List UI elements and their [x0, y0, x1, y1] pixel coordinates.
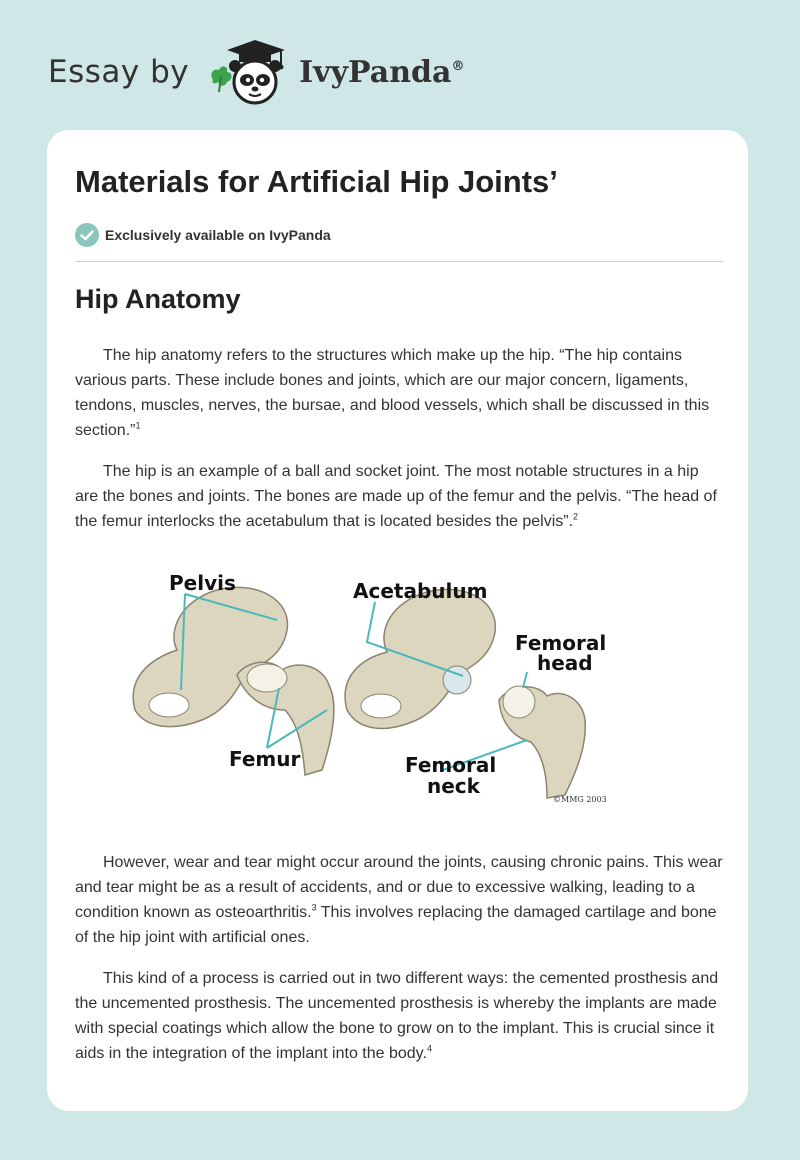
paragraph-3: However, wear and tear might occur around the joints, causing chronic pains. This wear and tear might be as a result of accidents, and or due to excessive walking, leading to a condition known as osteoarthritis.$^3$ This involves replacing the damaged cartilage and bone of the hip joint with artificial ones.	[75, 854, 723, 946]
label-acetabulum: Acetabulum	[353, 579, 488, 603]
label-pelvis: Pelvis	[169, 571, 236, 595]
footnote-ref-2[interactable]: 2	[573, 511, 579, 522]
hip-anatomy-figure	[107, 560, 607, 810]
check-circle-icon	[75, 223, 99, 247]
exclusive-badge-text: Exclusively available on IvyPanda	[105, 227, 331, 243]
label-femoral-neck-2: neck	[427, 774, 480, 798]
brand-name: IvyPanda®	[299, 54, 465, 90]
label-femoral-head-2: head	[537, 651, 593, 675]
essay-title: Materials for Artificial Hip Joints’	[75, 164, 558, 199]
paragraph-2: The hip is an example of a ball and socket joint. The most notable structures in a hip are the bones and joints. The bones are made up of the femur and the pelvis. “The head of the femur interlocks the acetabulum that is located besides the pelvis”.$^2$	[75, 463, 717, 530]
footnote-ref-1[interactable]: 1	[135, 420, 141, 431]
exclusive-badge	[75, 223, 331, 247]
figure-copyright: ©MMG 2003	[553, 795, 607, 804]
hip-anatomy-illustration	[107, 560, 607, 810]
footnote-ref-4[interactable]: 4	[426, 1043, 432, 1054]
paragraph-4: This kind of a process is carried out in two different ways: the cemented prosthesis and the uncemented prosthesis. The uncemented prosthesis is whereby the implants are made with special coatings which allow the bone to grow on to the implant. This is crucial since it aids in the integration of the implant into the body.$^4$	[75, 970, 719, 1062]
label-femoral-neck-1: Femoral	[405, 753, 497, 777]
brand-prefix: Essay by	[48, 54, 190, 90]
paragraph-1: The hip anatomy refers to the structures which make up the hip. “The hip contains various parts. These include bones and joints, which are our major concern, ligaments, tendons, muscles, nerves, the bursae, and blood vessels, which shall be discussed in this section.”$^1$	[75, 347, 710, 439]
brand-header	[48, 36, 464, 108]
title-divider	[75, 261, 723, 262]
panda-logo-icon	[207, 36, 295, 108]
section-heading: Hip Anatomy	[75, 284, 241, 314]
label-femur: Femur	[229, 747, 301, 771]
essay-card	[47, 130, 748, 1111]
label-femoral-head-1: Femoral	[515, 631, 607, 655]
footnote-ref-3[interactable]: 3	[311, 902, 317, 913]
